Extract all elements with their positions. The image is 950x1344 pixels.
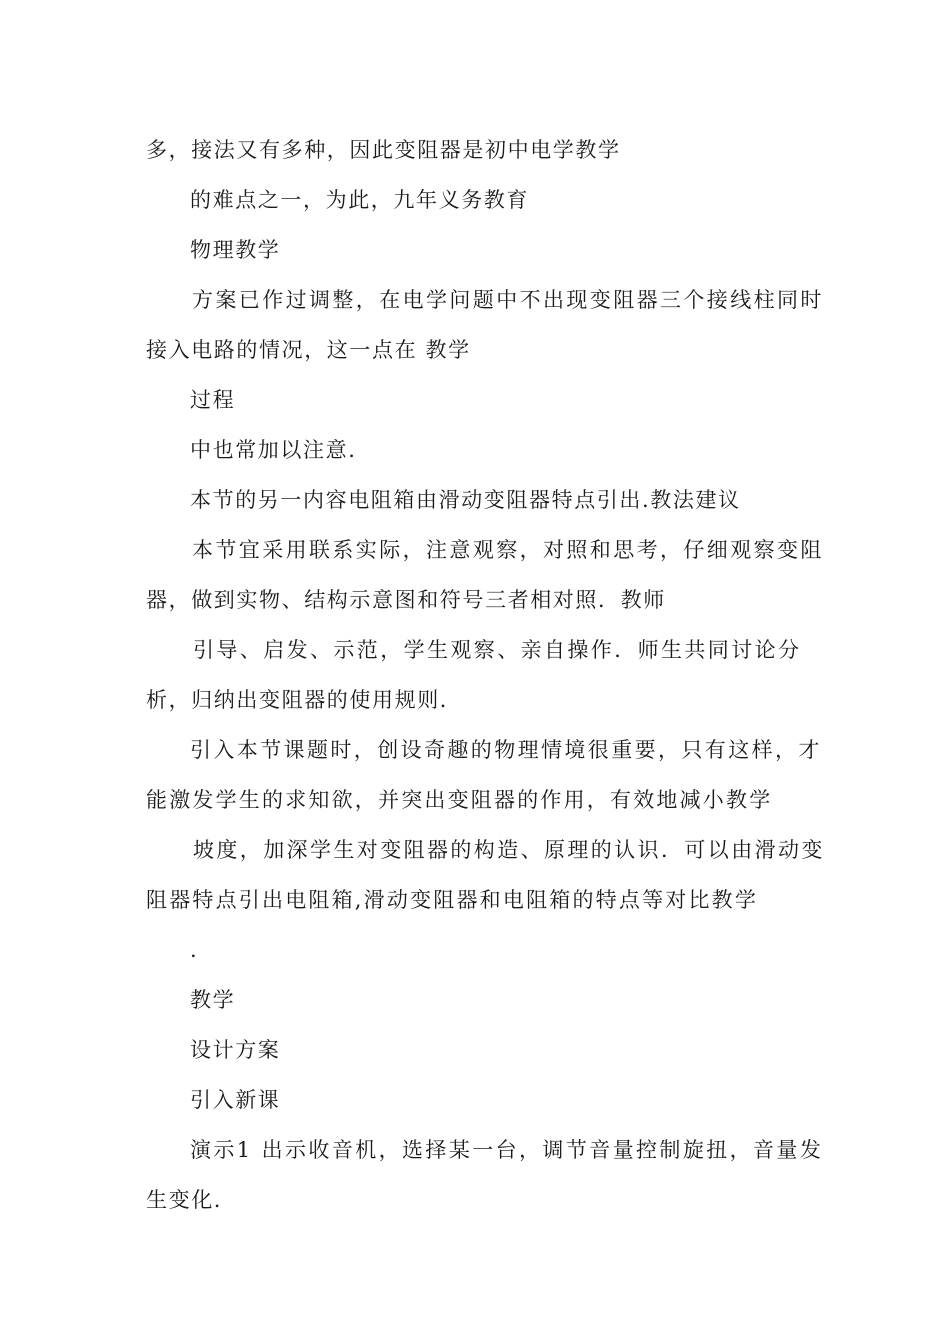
text-line: 中也常加以注意. (190, 438, 357, 462)
text-line: 本节宜采用联系实际，注意观察，对照和思考，仔细观察变阻 (192, 538, 824, 562)
text-line: 引入新课 (190, 1088, 281, 1112)
text-line: 多，接法又有多种，因此变阻器是初中电学教学 (146, 138, 621, 162)
text-line: 过程 (190, 388, 236, 412)
text-line: 本节的另一内容电阻箱由滑动变阻器特点引出.教法建议 (190, 488, 741, 512)
text-line: 引入本节课题时，创设奇趣的物理情境很重要，只有这样，才 (190, 738, 822, 762)
text-line: 析，归纳出变阻器的使用规则． (146, 688, 463, 712)
text-line: 设计方案 (190, 1038, 281, 1062)
text-line: 方案已作过调整，在电学问题中不出现变阻器三个接线柱同时 (192, 288, 824, 312)
text-line: 接入电路的情况，这一点在 教学 (146, 338, 471, 362)
text-line: 引导、启发、示范，学生观察、亲自操作．师生共同讨论分 (193, 638, 802, 662)
text-line: 器，做到实物、结构示意图和符号三者相对照．教师 (146, 588, 666, 612)
text-line: 的难点之一，为此，九年义务教育 (190, 188, 529, 212)
text-line: . (190, 938, 199, 962)
text-line: 演示1 出示收音机，选择某一台，调节音量控制旋扭，音量发 (190, 1138, 824, 1162)
text-line: 生变化. (146, 1188, 223, 1212)
text-line: 坡度，加深学生对变阻器的构造、原理的认识．可以由滑动变 (193, 838, 825, 862)
text-line: 能激发学生的求知欲，并突出变阻器的作用，有效地减小教学 (146, 788, 773, 812)
text-line: 教学 (190, 988, 236, 1012)
text-line: 阻器特点引出电阻箱,滑动变阻器和电阻箱的特点等对比教学 (146, 888, 759, 912)
text-line: 物理教学 (190, 238, 281, 262)
